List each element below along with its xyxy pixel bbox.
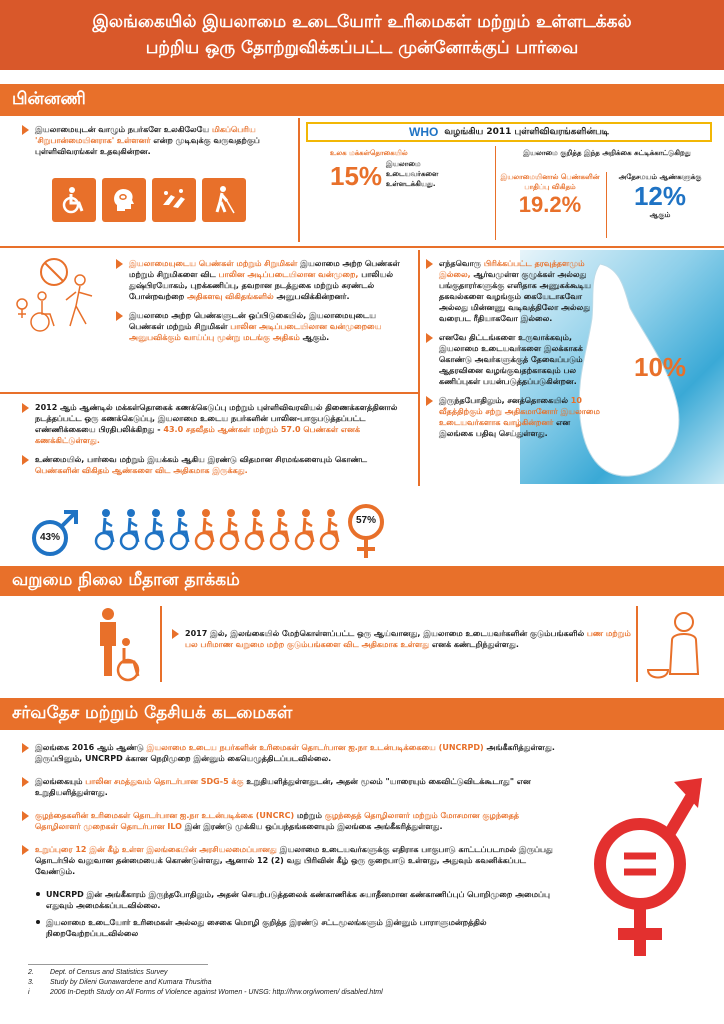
bullet-arrow-icon	[22, 455, 29, 465]
sign-language-icon	[152, 178, 196, 222]
srilanka-bullet-3: இருந்தபோதிலும், சனத்தொகையில் 10 வீதத்திற்கும் சற்று அதிகமானோர் இயலாமை உடையவர்களாக வாழ்கின்றனர் என இலங்கை பதிவு செய்துள்ளது.	[426, 395, 606, 439]
who-divider-2	[606, 172, 607, 238]
divider-left	[0, 392, 418, 394]
wheelchair-icon	[52, 178, 96, 222]
section-divider-line	[0, 246, 724, 248]
poverty-text: 2017 இல், இலங்கையில் மேற்கொள்ளப்பட்ட ஒரு ஆய்வானது, இயலாமை உடையவர்களின் குடும்பங்களில் பண மற்றும் பல பரிமாண வறுமை மற்ற குடும்பங்களை விட அதிகமாக உள்ளது எனக் கண்டறிந்துள்ளது.	[172, 628, 632, 650]
violence-bullets	[116, 258, 406, 343]
bullet-arrow-icon	[22, 125, 29, 135]
census-bullet-1: 2012 ஆம் ஆண்டில் மக்கள்தொகைக் கணக்கெடுப்பு மற்றும் புள்ளிவிவரவியல் திணைக்களத்தினால் நடத்தப்பட்ட ஒரு கணக்கெடுப்பு, இயலாமை உடைய நபர்களின் பாலின-பாகுபடுத்தப்பட்ட எண்ணிக்கையை பிரதிபலிக்கிறது - 43.0 சதவீதம் ஆண்கள் மற்றும் 57.0 பெண்கள் எனக் கணக்கிட்டுள்ளது.	[22, 402, 410, 446]
footnote-number: 3.	[28, 979, 34, 986]
global-pct: 15%	[330, 161, 383, 191]
gender-equality-icon	[582, 772, 708, 962]
bullet-arrow-icon	[426, 333, 433, 343]
page-title-line2: பற்றிய ஒரு தோற்றுவிக்கப்பட்ட முன்னோக்குப் பார்வை	[145, 38, 579, 58]
disability-icons-row	[52, 178, 246, 222]
who-stats-header	[306, 122, 712, 142]
person-wheelchair-icon	[194, 508, 217, 556]
blind-person-icon	[202, 178, 246, 222]
violence-bullet-2: இயலாமை அற்ற பெண்களுடன் ஒப்பிடுகையில், இயலாமையுடைய பெண்கள் மற்றும் சிறுமிகள் பாலின அடிப்படையிலான வன்முறையை அனுபவிக்கும் வாய்ப்பு மூன்று மடங்கு அதிகம் ஆகும்.	[116, 310, 406, 343]
footnote-rule	[28, 964, 208, 965]
section-background-title: பின்னணி	[0, 84, 724, 116]
women-pct: 19.2%	[518, 192, 582, 217]
footnote-text: Study by Dileni Gunawardene and Kumara Thusitha	[50, 979, 212, 986]
obligations-bullet-2: இலங்கையும் பாலின சமத்துவம் தொடர்பான SDG-5 க்கு உறுதியளித்துள்ளதுடன், அதன் மூலம் "யாரையும் கைவிட்டுவிடக்கூடாது" என உறுதியளித்துள்ளது.	[22, 776, 562, 798]
map-pct: 10%	[634, 352, 687, 382]
family-disability-icon	[94, 606, 150, 682]
footnote-text: Dept. of Census and Statistics Survey	[50, 969, 168, 976]
beggar-bowl-icon	[646, 610, 710, 684]
person-wheelchair-icon	[144, 508, 167, 556]
bullet-arrow-icon	[22, 845, 29, 855]
poverty-divider-left	[160, 606, 162, 682]
srilanka-bullet-2: எனவே திட்டங்களை உருவாக்கவும், இயலாமை உடையவர்களை இலக்காகக் கொண்டு அவர்களுக்குத் தேவைப்படும் ஆதரவினை வழங்குவதற்காகவும் பல கணிப்புகள் பயன்படுத்தப்படுகின்றன.	[426, 332, 606, 387]
person-wheelchair-icon	[294, 508, 317, 556]
srilanka-bullets	[426, 258, 606, 439]
footnote-item	[28, 978, 588, 988]
female-pct: 57%	[355, 515, 376, 526]
srilanka-bullet-1: எந்தவொரு பிரிக்கப்பட்ட தரவுத்தளமும் இல்லை, ஆர்வமுள்ள குழுக்கள் அல்லது பங்குதாரர்களுக்கு எளிதாக அணுகக்கூடிய தகவல்களை வழங்கும் கையேடாகவோ அல்லது மின்னணு வடிவத்திலோ அல்லது வரைபட ரீதியாகவோ இல்லை.	[426, 258, 606, 324]
obligations-sub-2: இயலாமை உடையோர் உரிமைகள் அல்லது சைகை மொழி குறித்த இரண்டு சட்டமூலங்களும் இன்னும் பாராளுமன்றத்தில் நிறைவேற்றப்படவில்லை	[22, 917, 562, 939]
bullet-arrow-icon	[22, 811, 29, 821]
who-men-stat: அதேசமயம் ஆண்களுக்கு 12% ஆகும்	[610, 172, 710, 221]
who-asia-label: இயலாமை குறித்த இந்த அறிக்கை சுட்டிக்காட்டுகிறது	[523, 149, 691, 157]
section-obligations-title: சர்வதேச மற்றும் தேசியக் கடமைகள்	[0, 698, 724, 730]
who-divider	[495, 146, 496, 240]
head-profile-icon	[102, 178, 146, 222]
who-label: WHO	[409, 125, 439, 139]
person-wheelchair-icon	[319, 508, 342, 556]
people-wheelchair-row	[94, 508, 342, 556]
background-divider	[298, 118, 300, 242]
who-label-rest: வழங்கிய 2011 புள்ளிவிவரங்களின்படி	[444, 126, 609, 137]
census-bullets	[22, 402, 410, 476]
bullet-arrow-icon	[116, 311, 123, 321]
footnote-number: 2.	[28, 969, 34, 976]
footnotes	[28, 968, 588, 998]
bullet-arrow-icon	[426, 259, 433, 269]
page-title-line1: இலங்கையில் இயலாமை உடையோர் உரிமைகள் மற்றும் உள்ளடக்கல்	[92, 12, 632, 32]
violence-bullet-1: இயலாமையுடைய பெண்கள் மற்றும் சிறுமிகள் இயலாமை அற்ற பெண்கள் மற்றும் சிறுமிகளை விட பாலின அடிப்படையிலான வன்முறை, பாலியல் துஷ்பிரயோகம், புறக்கணிப்பு, தவறான நடத்துகை மற்றும் சுரண்டல் போன்றவற்றை அதிகளவு விகிதங்களில் அனுபவிக்கின்றனர்.	[116, 258, 406, 302]
footnote-item	[28, 968, 588, 978]
bullet-arrow-icon	[172, 629, 179, 639]
page-header	[0, 0, 724, 70]
person-wheelchair-icon	[219, 508, 242, 556]
footnote-text: 2006 In-Depth Study on All Forms of Violence against Women - UNSG: http://hrw.org/women/ disabled.html	[50, 989, 383, 996]
person-wheelchair-icon	[94, 508, 117, 556]
bullet-arrow-icon	[116, 259, 123, 269]
footnote-item	[28, 988, 588, 998]
census-bullet-2: உண்மையில், பார்வை மற்றும் இயக்கம் ஆகிய இரண்டு விதமான சிரமங்களையும் கொண்ட பெண்களின் விகிதம் ஆண்களை விட அதிகமாக இருக்கது.	[22, 454, 410, 476]
person-wheelchair-icon	[119, 508, 142, 556]
bullet-dot-icon	[36, 892, 40, 896]
center-divider	[418, 250, 420, 486]
who-women-stat: இயலாமையினால் பெண்களின் பாதிப்பு விகிதம் 19.2%	[500, 173, 600, 217]
male-pct: 43%	[39, 532, 60, 543]
section-poverty-title: வறுமை நிலை மீதான தாக்கம்	[0, 566, 724, 596]
person-wheelchair-icon	[269, 508, 292, 556]
person-wheelchair-icon	[169, 508, 192, 556]
footnote-number: i	[28, 989, 30, 996]
violence-illustration-icon	[14, 256, 104, 342]
men-pct: 12%	[633, 181, 687, 211]
obligations-bullet-4: உறுப்புரை 12 இன் கீழ் உள்ள இலங்கையின் அரசியலமைப்பானது இயலாமை உடையவர்களுக்கு எதிராக பாகுபாடு காட்டப்படாமல் இருப்பது தொடர்பில் வலுவான தன்மையைக் கொண்டுள்ளது, ஆனால் 12 (2) வது பிரிவின் கீழ் ஒரு குறைபாடு உள்ளது, அதுவும் கவனிக்கப்பட வேண்டும்.	[22, 844, 562, 877]
who-global-stat: உலக மக்கள்தொகையில் 15% இயலாமை உடையவர்களை உள்ளடக்கியது.	[330, 149, 439, 191]
obligations-bullets	[22, 742, 562, 939]
background-intro: இயலாமையுடன் வாழும் நபர்களே உலகிலேயே மிகப்பெரிய 'சிறுபான்மையினராக' உள்ளனர் என்ற முடிவுக்கு வருவதற்குப் புள்ளிவிவரங்கள் உதவுகின்றன.	[22, 124, 292, 157]
bullet-arrow-icon	[22, 777, 29, 787]
obligations-bullet-3: குழந்தைகளின் உரிமைகள் தொடர்பான ஐ.நா உடன்படிக்கை (UNCRC) மற்றும் குழந்தைத் தொழிலாளர் மற்றும் மோசமான குழந்தைத் தொழிலாளர் முறைகள் தொடர்பான ILO இன் இரண்டு முக்கிய ஒப்பந்தங்களையும் இலங்கை அங்கீகரித்துள்ளது.	[22, 810, 562, 832]
poverty-divider-right	[636, 606, 638, 682]
bullet-arrow-icon	[22, 743, 29, 753]
obligations-bullet-1: இலங்கை 2016 ஆம் ஆண்டு இயலாமை உடைய நபர்களின் உரிமைகள் தொடர்பான ஐ.நா உடன்படிக்கையை (UNCRPD) அங்கீகரித்துள்ளது. இருப்பினும், UNCRPD க்கான நெறிமுறை இன்னும் கையெழுத்திடப்படவில்லை.	[22, 742, 562, 764]
female-symbol-icon	[346, 502, 386, 560]
bullet-arrow-icon	[426, 396, 433, 406]
person-wheelchair-icon	[244, 508, 267, 556]
obligations-sub-1: UNCRPD இன் அங்கீகாரம் இருந்தபோதிலும், அதன் செயற்படுத்தலைக் கண்காணிக்க சுயாதீனமான கண்காணிப்புப் பொறிமுறை அமைப்பு எதுவும் அமைக்கப்படவில்லை.	[22, 889, 562, 911]
bullet-arrow-icon	[22, 403, 29, 413]
bullet-dot-icon	[36, 920, 40, 924]
